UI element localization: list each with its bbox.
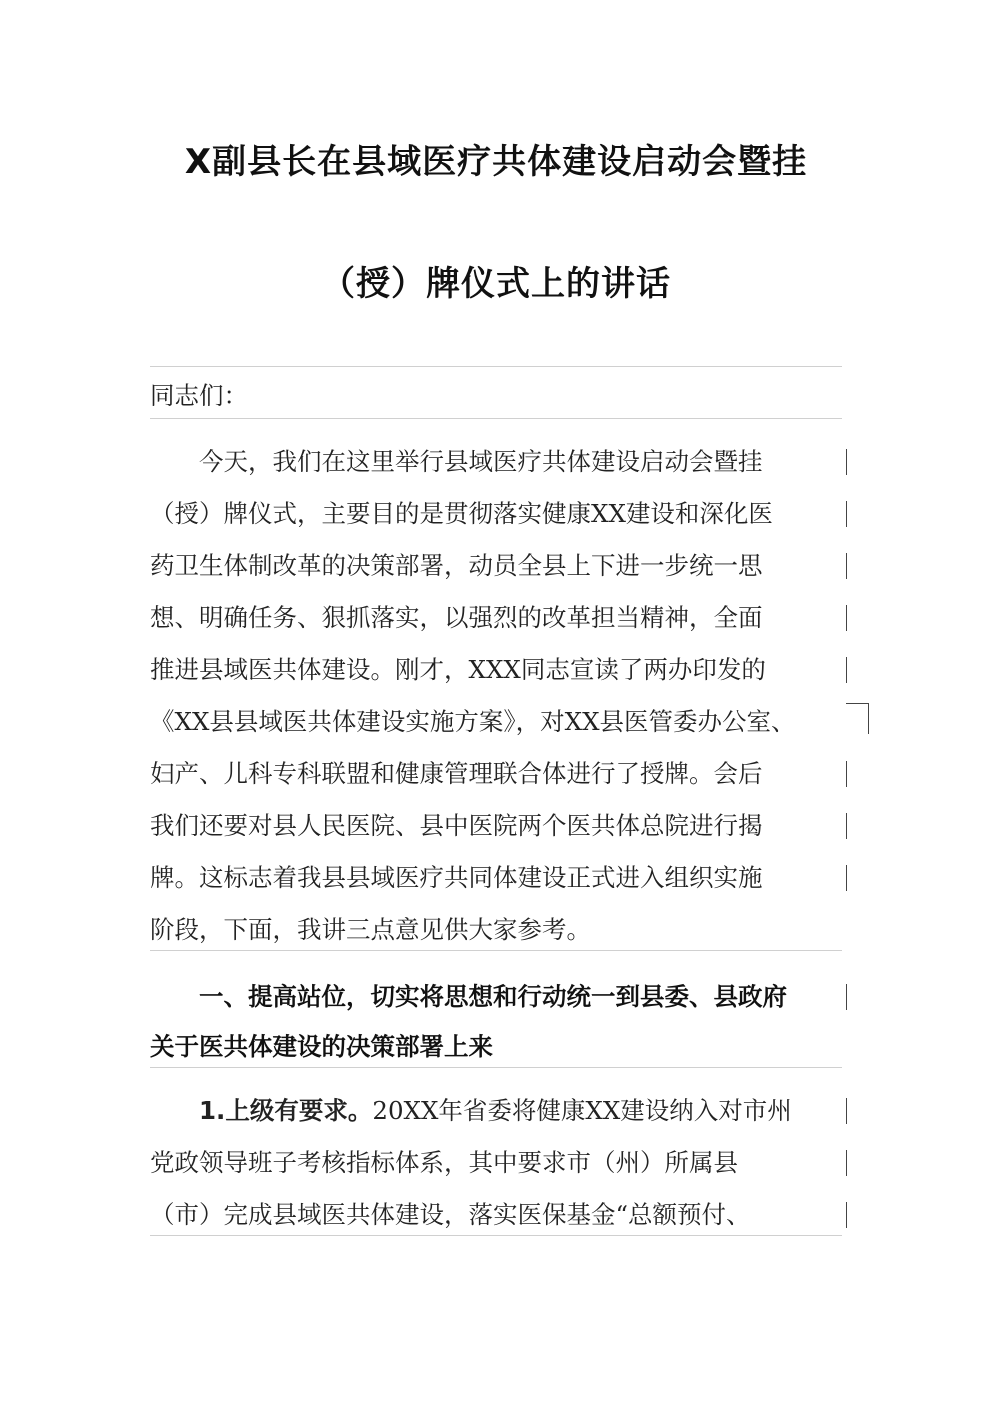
paragraph-line: 想、明确任务、狠抓落实，以强烈的改革担当精神，全面 [150, 603, 763, 632]
paragraph-line: 《XX县县域医共体建设实施方案》，对XX县医管委办公室、 [150, 707, 796, 736]
separator-rule [150, 418, 842, 419]
separator-rule [150, 1235, 842, 1236]
paragraph-line: 推进县域医共体建设。刚才，XXX同志宣读了两办印发的 [150, 655, 766, 684]
point-text: 20XX年省委将健康XX建设纳入对市州 [372, 1096, 792, 1125]
margin-mark [846, 761, 847, 787]
salutation: 同志们： [150, 381, 248, 410]
document-title-line-2: （授）牌仪式上的讲话 [321, 264, 671, 304]
margin-mark [846, 1098, 847, 1124]
margin-mark [846, 449, 847, 475]
margin-mark [846, 553, 847, 579]
paragraph-line: 药卫生体制改革的决策部署，动员全县上下进一步统一思 [150, 551, 763, 580]
margin-mark [846, 501, 847, 527]
margin-mark [846, 865, 847, 891]
paragraph-line: 党政领导班子考核指标体系，其中要求市（州）所属县 [150, 1148, 738, 1177]
document-title-line-1: X副县长在县域医疗共体建设启动会暨挂 [184, 142, 808, 182]
paragraph-line: 我们还要对县人民医院、县中医院两个医共体总院进行揭 [150, 811, 763, 840]
margin-mark [846, 1202, 847, 1228]
separator-rule [150, 950, 842, 951]
paragraph-line [150, 1091, 842, 1131]
point-lead: 1.上级有要求。 [199, 1096, 373, 1125]
separator-rule [150, 1067, 842, 1068]
separator-rule [150, 366, 842, 367]
margin-mark [846, 813, 847, 839]
margin-corner-mark [846, 703, 869, 734]
paragraph-line: （授）牌仪式，主要目的是贯彻落实健康XX建设和深化医 [150, 499, 773, 528]
margin-mark [846, 1150, 847, 1176]
paragraph-line: 牌。这标志着我县县域医疗共同体建设正式进入组织实施 [150, 863, 763, 892]
paragraph-line: （市）完成县域医共体建设，落实医保基金“总额预付、 [150, 1200, 751, 1229]
heading-line: 一、提高站位，切实将思想和行动统一到县委、县政府 [150, 982, 787, 1011]
paragraph-line: 阶段，下面，我讲三点意见供大家参考。 [150, 915, 591, 944]
heading-line: 关于医共体建设的决策部署上来 [150, 1032, 493, 1061]
paragraph-line: 妇产、儿科专科联盟和健康管理联合体进行了授牌。会后 [150, 759, 763, 788]
margin-mark [846, 984, 847, 1010]
paragraph-line: 今天，我们在这里举行县域医疗共体建设启动会暨挂 [150, 447, 763, 476]
margin-mark [846, 605, 847, 631]
margin-mark [846, 657, 847, 683]
